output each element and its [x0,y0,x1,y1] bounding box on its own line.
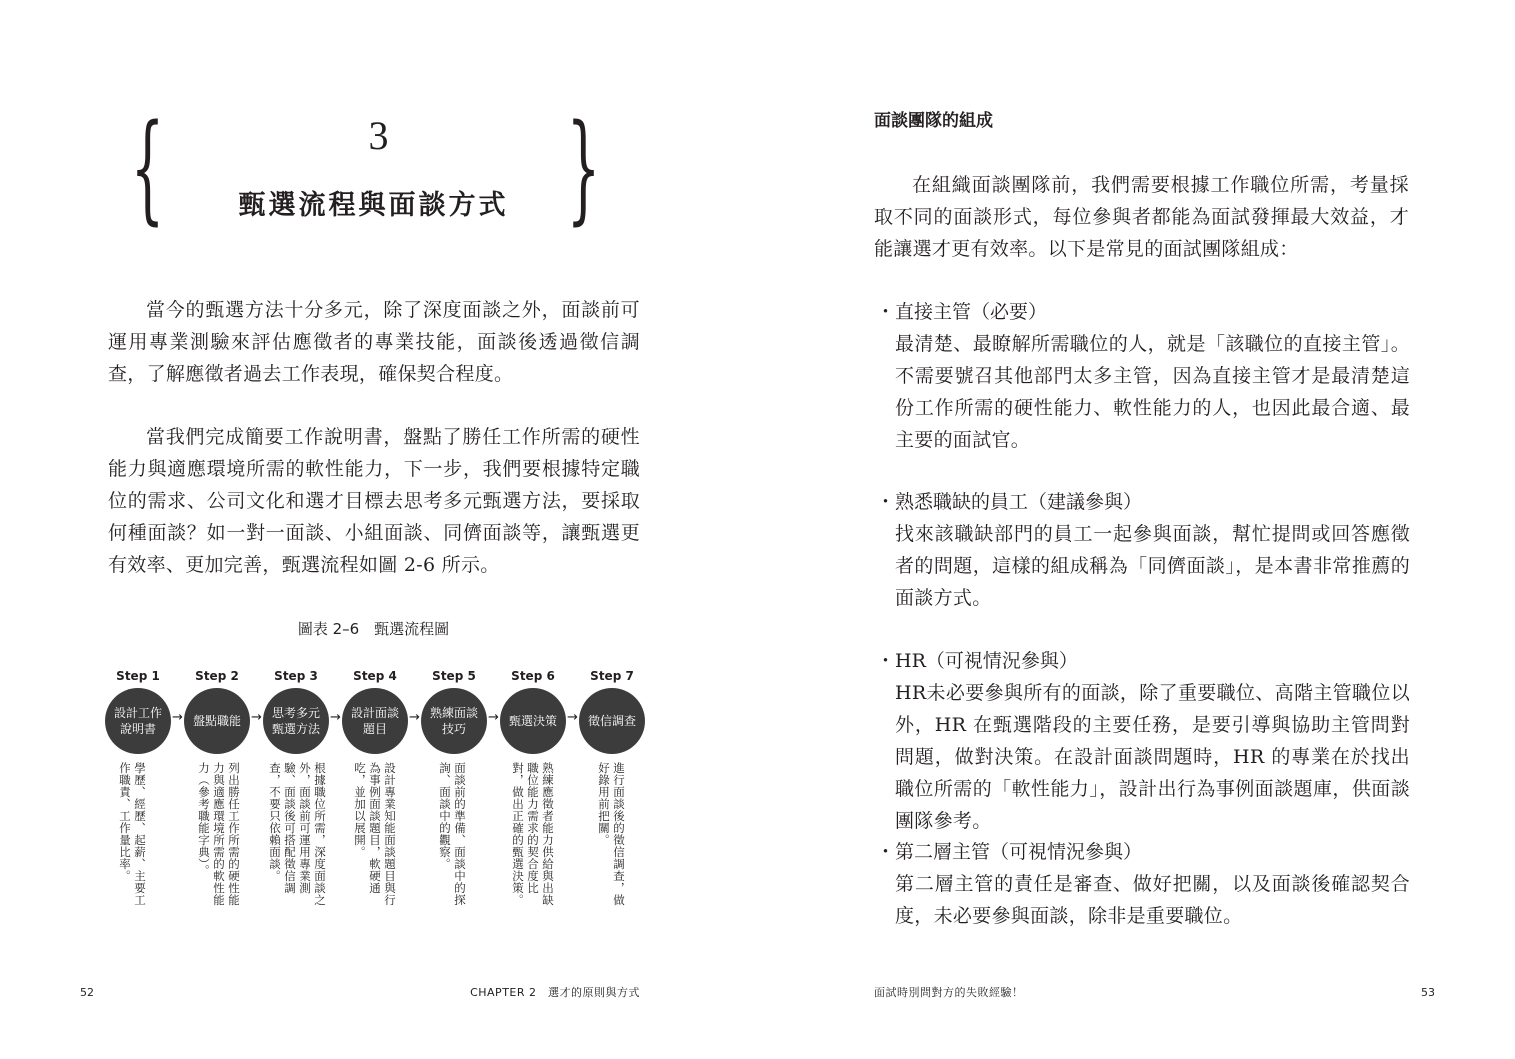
chapter-title: 甄選流程與面談方式 [238,190,509,221]
bullet-body-hr: HR未必要參與所有的面談，除了重要職位、高階主管職位以外，HR 在甄選階段的主要任務，是要引導與協助主管問對問題，做對決策。在設計面談問題時，HR 的專業在於找出職位所需的「軟性能力」，設計出行為事例面談題庫，供面談團隊參考。 [895,682,1410,832]
step-circle: 設計工作 說明書 [105,688,171,754]
step-circle: 甄選決策 [500,688,566,754]
step-label: Step 2 [195,669,239,683]
left-brace-ornament: { [130,98,165,236]
step-circle: 設計面談 題目 [342,688,408,754]
figure-caption: 圖表 2–6 甄選流程圖 [297,620,450,638]
step-label: Step 3 [274,669,318,683]
section-title: 面談團隊的組成 [874,111,993,131]
arrow-icon: → [567,710,578,725]
bullet-body-second-manager: 第二層主管的責任是審查、做好把關，以及面談後確認契合度，未必要參與面談，除非是重要職位。 [895,873,1410,927]
step-2-description: 列出勝任工作所需的硬性能力與適應環境所需的軟性能力（參考職能字典）。 [197,762,241,906]
step-1-description: 學歷、經歷、起薪、主要工作職責、工作量比率。 [118,762,147,906]
flow-step-4 [342,666,408,754]
step-7-description: 進行面談後的徵信調查，做好錄用前把關。 [597,762,626,906]
right-brace-ornament: } [566,98,601,236]
arrow-icon: → [172,710,183,725]
running-head-right: 面試時別問對方的失敗經驗！ [874,986,1024,999]
flow-step-5 [421,666,487,754]
flow-step-1 [105,666,171,754]
arrow-icon: → [409,710,420,725]
step-circle: 徵信調查 [579,688,645,754]
step-label: Step 6 [511,669,555,683]
running-head-left: CHAPTER 2 選才的原則與方式 [470,986,640,999]
paragraph-1: 當今的甄選方法十分多元，除了深度面談之外，面談前可運用專業測驗來評估應徵者的專業技能，面談後透過徵信調查，了解應徵者過去工作表現，確保契合程度。 [108,299,640,385]
right-page [757,0,1515,1059]
flow-step-7 [579,666,645,754]
step-5-description: 面談前的準備、面談中的探詢、面談中的觀察。 [438,762,467,906]
step-circle: 思考多元 甄選方法 [263,688,329,754]
step-label: Step 5 [432,669,476,683]
step-label: Step 7 [590,669,634,683]
left-page [0,0,757,1059]
step-label: Step 4 [353,669,397,683]
chapter-number: 3 [368,113,389,158]
flow-step-2 [184,666,250,754]
bullet-body-familiar-staff: 找來該職缺部門的員工一起參與面談，幫忙提問或回答應徵者的問題，這樣的組成稱為「同儕面談」，是本書非常推薦的面談方式。 [895,523,1410,609]
step-circle: 熟練面談 技巧 [421,688,487,754]
paragraph-2: 當我們完成簡要工作說明書，盤點了勝任工作所需的硬性能力與適應環境所需的軟性能力，下一步，我們要根據特定職位的需求、公司文化和選才目標去思考多元甄選方法，要採取何種面談？如一對一面談、小組面談、同儕面談等，讓甄選更有效率、更加完善，甄選流程如圖 2-6 所示。 [108,426,640,576]
bullet-head-direct-manager: ・直接主管（必要） [876,301,1048,323]
step-circle: 盤點職能 [184,688,250,754]
page-number-right: 53 [1421,986,1435,999]
step-3-description: 根據職位所需，深度面談之外，面談前可運用專業測驗、面談後可搭配徵信調查，不要只依賴面談。 [268,762,327,906]
bullet-body-direct-manager: 最清楚、最瞭解所需職位的人，就是「該職位的直接主管」。不需要號召其他部門太多主管，因為直接主管才是最清楚這份工作所需的硬性能力、軟性能力的人，也因此最合適、最主要的面試官。 [895,333,1410,451]
arrow-icon: → [488,710,499,725]
step-label: Step 1 [116,669,160,683]
bullet-head-familiar-staff: ・熟悉職缺的員工（建議參與） [876,491,1143,513]
bullet-head-hr: ・HR（可視情況參與） [876,650,1078,672]
flow-step-3 [263,666,329,754]
step-4-description: 設計專業知能面談題目與行為事例面談題目，軟硬通吃，並加以展開。 [353,762,397,906]
arrow-icon: → [330,710,341,725]
page-number-left: 52 [80,986,94,999]
intro-paragraph: 在組織面談團隊前，我們需要根據工作職位所需，考量採取不同的面談形式，每位參與者都能為面試發揮最大效益，才能讓選才更有效率。以下是常見的面試團隊組成： [874,174,1409,260]
bullet-head-second-manager: ・第二層主管（可視情況參與） [876,841,1143,863]
step-6-description: 熟練應徵者能力供給與出缺職位能力需求的契合度比對，做出正確的甄選決策。 [511,762,555,906]
flow-step-6 [500,666,566,754]
arrow-icon: → [251,710,262,725]
